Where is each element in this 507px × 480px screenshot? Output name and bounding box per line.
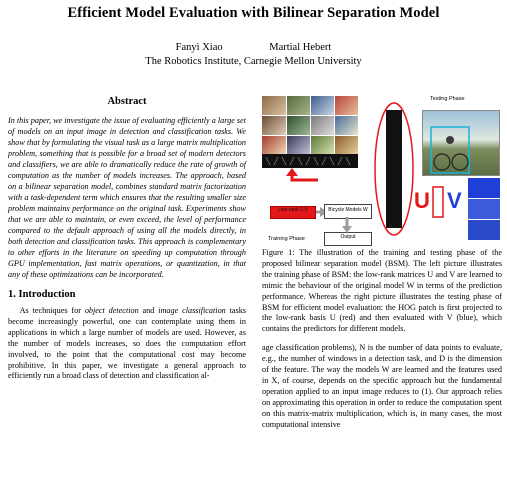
hog-column [372, 100, 416, 238]
photo-thumbnail [262, 136, 286, 154]
model-thumbnails [468, 178, 500, 240]
model-thumbnail [468, 178, 500, 198]
photo-thumbnail [311, 96, 334, 115]
introduction-continuation: age classification problems), N is the number of data points to evaluate, e.g., the number of windows in a detection task, and D is the dimension of the feature. The way the models W are learned and the features used in X, of course, depends on the specific approach but the fundamental operation applied to an input image reduces to (1). Our approach relies on approximating this operation in order to reduce the computation spent on this matrix-matrix multiplication, which is, in many cases, the most computational intensive [262, 343, 502, 429]
author-list [0, 42, 507, 53]
detection-window [430, 126, 470, 174]
photo-thumbnail [335, 96, 358, 115]
photo-thumbnail [287, 96, 310, 115]
intro-text: tasks become increasingly powerful, one can contemplate using them in applications in which a large number of models are used. However, as the number of models increases, so does the computation effort involved, to the point that the computational cost may become prohibitive. In this paper, we investigate a general approach to efficiently run a broad class of detection and classification al- [8, 306, 246, 381]
abstract-heading: Abstract [107, 96, 147, 107]
u-bracket [432, 186, 444, 218]
figure-caption: Figure 1: The illustration of the training and testing phase of the proposed bilinear separation model (BSM). The left picture illustrates the training phase of BSM: the low-rank matrices U and V are learned to mimic the behaviour of the original model W in terms of the prediction performance. Whereas the right picture illustrates the testing phase of BSM for efficient model evaluation: the HOG patch is first projected to the low-rank basis U (red) and then evaluated with V (blue), which contains the predictors for different models. [262, 248, 502, 334]
introduction-paragraph [8, 306, 246, 382]
model-thumbnail [468, 220, 500, 240]
testing-phase-label: Testing Phase [430, 96, 465, 102]
u-label: U [414, 188, 430, 213]
v-label: V [447, 188, 462, 213]
right-column [262, 96, 502, 431]
photo-thumbnail [311, 116, 334, 135]
author-name: Fanyi Xiao [175, 42, 223, 53]
figure-1 [262, 96, 502, 244]
abstract-text: In this paper, we investigate the issue of evaluating efficiently a large set of models on an input image in detection and classification tasks. We show that by formulating the visual task as a large matrix multiplication problem, something that is possible for a broad set of modern detectors and classifiers, we are able to dramatically reduce the rate of growth of computation as the number of models increases. The approach, based on a bilinear separation model, combines standard matrix factorization with a task-dependent term which ensures that the resulting smaller size problem maintains performance on the original task. Experiments show that we are able to maintain, or even exceed, the level of performance compared to the default approach of using all the models directly, in both detection and classification tasks. This approach is complementary to other efforts in the literature on speeding up computation through GPU implementation, fast matrix operations, or quantization, in that any of these optimizations can be incorporated. [8, 116, 246, 279]
lowrank-box-label: Low-rank U,V [277, 207, 309, 213]
section-heading-introduction: 1. Introduction [8, 289, 76, 300]
left-column [8, 96, 246, 382]
intro-emphasis: image classification [158, 306, 226, 315]
paper-title: Efficient Model Evaluation with Bilinear Separation Model [67, 5, 440, 21]
photo-thumbnail [287, 136, 310, 154]
photo-thumbnail [287, 116, 310, 135]
vertical-arrows [340, 217, 354, 233]
photo-thumbnail [262, 96, 286, 115]
training-image-grid [262, 96, 358, 154]
photo-thumbnail [335, 136, 358, 154]
intro-emphasis: object detection [84, 306, 139, 315]
intro-text: As techniques for [19, 306, 85, 315]
training-phase-label: Training Phase [268, 236, 305, 242]
models-box-label: Bicycle Models W [328, 207, 368, 213]
red-arrowhead [286, 168, 298, 176]
affiliation: The Robotics Institute, Carnegie Mellon University [145, 56, 362, 67]
photo-thumbnail [311, 136, 334, 154]
intro-text: and [138, 306, 159, 315]
photo-thumbnail [262, 116, 286, 135]
photo-thumbnail [335, 116, 358, 135]
author-name: Martial Hebert [269, 42, 332, 53]
model-thumbnail [468, 199, 500, 219]
output-box-label: Output [340, 234, 356, 240]
